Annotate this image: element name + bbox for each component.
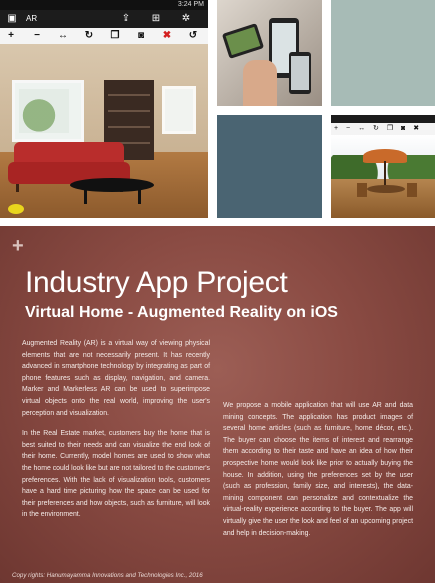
room-window-right [162,86,196,134]
real-estate-paragraph: In the Real Estate market, customers buy the home that is best suited to their needs and can visualize the end look of their home. Currently, model homes are used to show what the home could look like but are not tailored to the customer's preferences. With the lack of visualization tools, customers have a hard time picturing how the space can be used for their preferences and how objects, such as furniture, will look in the environment. [22,430,210,519]
app-logo-icon: ▣ [7,13,17,24]
poster-panel [0,226,435,583]
virtual-chair[interactable] [407,183,417,197]
copyright-notice: Copy rights: Hanumayamma Innovations and Technologies Inc., 2016 [12,572,203,579]
ar-toolbar-mini: + − ↔ ↻ ❐ ◙ ✖ [331,123,435,135]
ar-app-screenshot [0,0,208,218]
zoom-in-icon[interactable]: + [8,30,14,41]
delete-icon[interactable]: ✖ [162,30,172,41]
virtual-chair[interactable] [357,183,367,197]
expand-icon[interactable]: ↔ [58,30,68,41]
ar-phones-photo [217,0,322,106]
brand-logo-icon [8,204,24,214]
table-leg [138,188,141,204]
proposal-paragraph: We propose a mobile application that will use AR and data mining concepts. The application has product images of several home articles (such as furniture, home décor, etc.). The buyer can choose the items of interest and rearrange them according to their taste and have an idea of how their prospective home would look like prior to actually buying the house. In addition, using the preferences set by the user (such as profession, family size, and interests), the data-mining component can personalize and contextualize the virtual-reality experience according to the buyer. The app will virtually give the user the look and feel of an upcoming project and help in decision-making. [223,402,413,537]
table-leg [84,188,87,204]
grid-icon[interactable]: ⊞ [151,13,161,24]
ar-room-view[interactable] [0,44,208,218]
sofa-leg [16,184,19,192]
ar-toolbar [0,28,208,44]
umbrella-pole [384,161,386,187]
intro-paragraph: Augmented Reality (AR) is a virtual way of viewing physical elements that are not necessarily present. It has recently advanced in smartphone technology by integrating as part of phone features such as display, navigation, and camera. Marker and Markerless AR can be used to superimpose virtual objects onto the real world, improving the user's perception and visualization. [22,340,210,417]
share-icon[interactable]: ⇪ [121,13,131,24]
app-title: AR [26,14,38,23]
hand-image [243,60,277,106]
settings-icon[interactable]: ✲ [181,13,191,24]
camera-icon[interactable]: ◙ [137,30,145,41]
poster-title: Industry App Project [25,266,288,299]
left-text-column [22,338,210,530]
copy-icon[interactable]: ❐ [110,30,120,41]
status-bar [0,0,208,10]
room-window [12,80,84,142]
app-bar [0,10,208,28]
zoom-out-icon[interactable]: − [34,30,40,41]
status-bar [331,115,435,123]
plus-icon: + [12,235,24,257]
rotate-icon[interactable]: ↻ [84,30,94,41]
virtual-coffee-table[interactable] [70,178,154,192]
right-text-column [223,400,413,548]
slate-color-swatch [217,115,322,218]
refresh-icon[interactable]: ↺ [188,30,198,41]
poster-subtitle: Virtual Home - Augmented Reality on iOS [25,304,338,321]
phone-icon [289,52,311,94]
status-time: 3:24 PM [177,1,204,8]
virtual-patio-table[interactable] [367,185,405,193]
ar-patio-screenshot [331,115,435,218]
sage-color-swatch [331,0,435,106]
